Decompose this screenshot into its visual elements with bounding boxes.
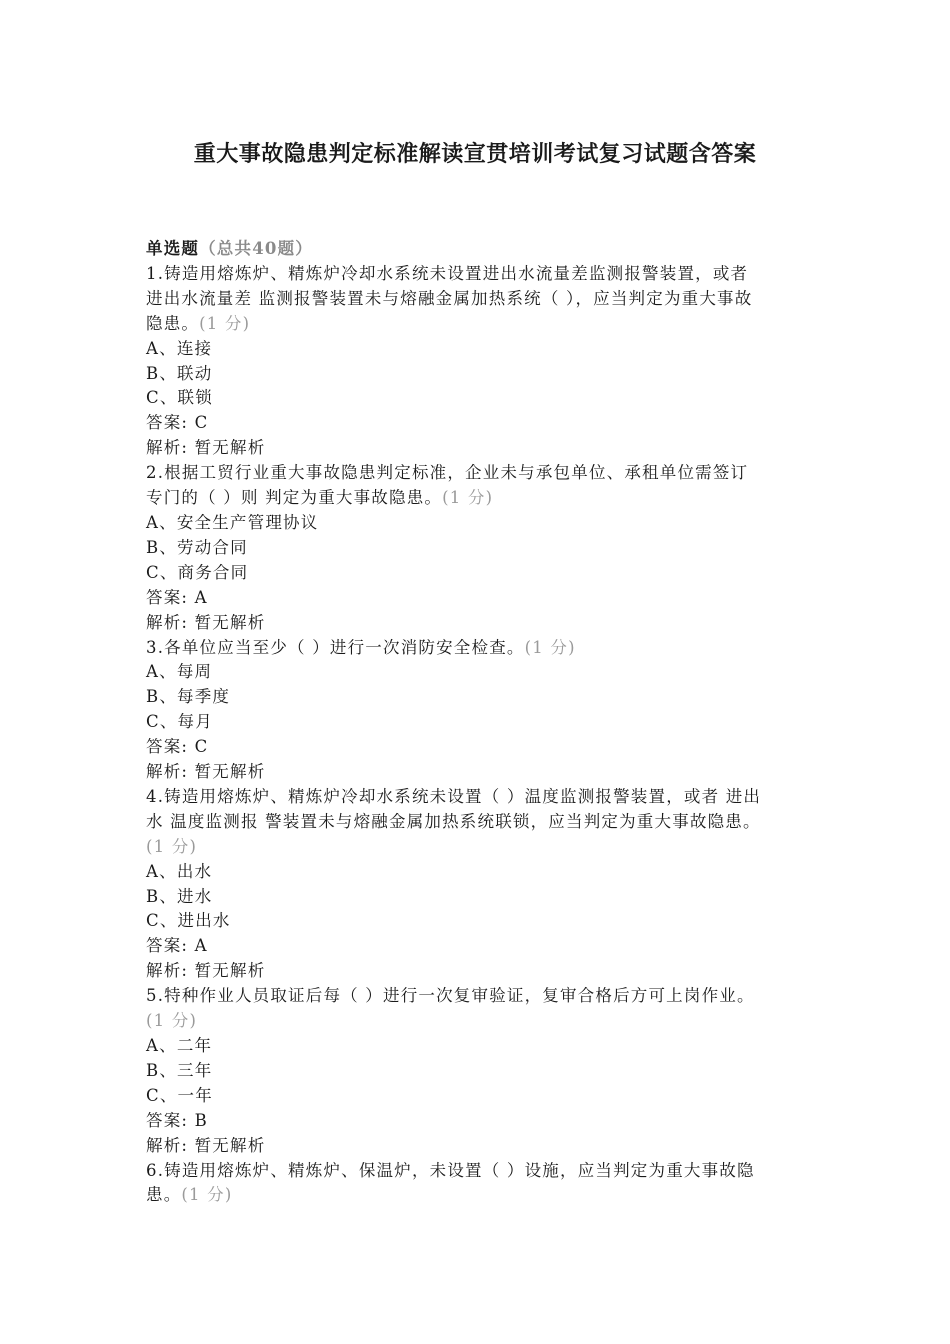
section-count: （总共40题）	[199, 239, 313, 258]
question-score: (1 分)	[181, 1185, 233, 1205]
question-score: (1 分)	[442, 488, 494, 508]
question-stem-line	[146, 984, 814, 1009]
answer-analysis: 解析: 暂无解析	[146, 961, 266, 981]
answer-key: 答案: C	[146, 413, 209, 433]
question-stem-line	[146, 1159, 814, 1184]
question-score: (1 分)	[199, 313, 251, 333]
answer-analysis: 解析: 暂无解析	[146, 438, 266, 458]
question-stem-line	[146, 1183, 814, 1208]
document-body	[146, 237, 814, 1208]
question-stem-line	[146, 785, 814, 810]
question-stem-text: 进出水流量差 监测报警装置未与熔融金属加热系统（ ），应当判定为重大事故	[146, 288, 753, 308]
question-stem-text: 1.铸造用熔炼炉、精炼炉冷却水系统未设置进出水流量差监测报警装置，或者	[146, 263, 749, 283]
question-score-line	[146, 835, 814, 860]
section-heading	[146, 237, 814, 262]
question-item	[146, 984, 814, 1158]
answer-analysis: 解析: 暂无解析	[146, 612, 266, 632]
answer-option: C、每月	[146, 712, 213, 732]
section-label: 单选题	[146, 239, 200, 258]
answer-option: B、劳动合同	[146, 537, 248, 557]
answer-key: 答案: A	[146, 587, 208, 607]
question-stem-text: 4.铸造用熔炼炉、精炼炉冷却水系统未设置（ ）温度监测报警装置，或者 进出	[146, 786, 762, 806]
answer-key: 答案: C	[146, 737, 209, 757]
question-score: (1 分)	[524, 637, 576, 657]
question-stem-text: 隐患。	[146, 313, 200, 333]
question-stem-text: 专门的（ ）则 判定为重大事故隐患。	[146, 488, 443, 508]
question-item	[146, 262, 814, 461]
question-stem-text: 5.特种作业人员取证后每（ ）进行一次复审验证，复审合格后方可上岗作业。	[146, 986, 755, 1006]
question-stem-text: 2.根据工贸行业重大事故隐患判定标准，企业未与承包单位、承租单位需签订	[146, 463, 749, 483]
question-stem-line	[146, 312, 814, 337]
answer-option: A、连接	[146, 338, 213, 358]
answer-analysis: 解析: 暂无解析	[146, 762, 266, 782]
question-list	[146, 262, 814, 1208]
answer-option: A、出水	[146, 861, 213, 881]
answer-analysis: 解析: 暂无解析	[146, 1135, 266, 1155]
question-stem-line	[146, 287, 814, 312]
question-stem-line	[146, 461, 814, 486]
question-stem-text: 水 温度监测报 警装置未与熔融金属加热系统联锁，应当判定为重大事故隐患。	[146, 811, 761, 831]
answer-option: C、一年	[146, 1085, 213, 1105]
question-stem-line	[146, 636, 814, 661]
question-score: (1 分)	[146, 1011, 198, 1031]
question-stem-text: 患。	[146, 1185, 182, 1205]
question-stem-line	[146, 486, 814, 511]
answer-key: 答案: B	[146, 1110, 208, 1130]
question-item	[146, 785, 814, 984]
answer-key: 答案: A	[146, 936, 208, 956]
question-item	[146, 636, 814, 785]
question-item	[146, 1159, 814, 1209]
answer-option: C、商务合同	[146, 562, 249, 582]
answer-option: B、联动	[146, 363, 213, 383]
answer-option: A、每周	[146, 662, 213, 682]
answer-option: B、每季度	[146, 687, 231, 707]
question-stem-line	[146, 810, 814, 835]
question-score: (1 分)	[146, 836, 198, 856]
question-stem-text: 3.各单位应当至少（ ）进行一次消防安全检查。	[146, 637, 525, 657]
question-stem-line	[146, 262, 814, 287]
document-title: 重大事故隐患判定标准解读宣贯培训考试复习试题含答案	[193, 141, 757, 167]
answer-option: B、进水	[146, 886, 213, 906]
question-score-line	[146, 1009, 814, 1034]
question-stem-text: 6.铸造用熔炼炉、精炼炉、保温炉，未设置（ ）设施，应当判定为重大事故隐	[146, 1160, 755, 1180]
question-item	[146, 461, 814, 635]
answer-option: C、进出水	[146, 911, 231, 931]
answer-option: A、二年	[146, 1036, 213, 1055]
answer-option: B、三年	[146, 1060, 213, 1080]
answer-option: C、联锁	[146, 388, 213, 408]
answer-option: A、安全生产管理协议	[146, 512, 319, 532]
